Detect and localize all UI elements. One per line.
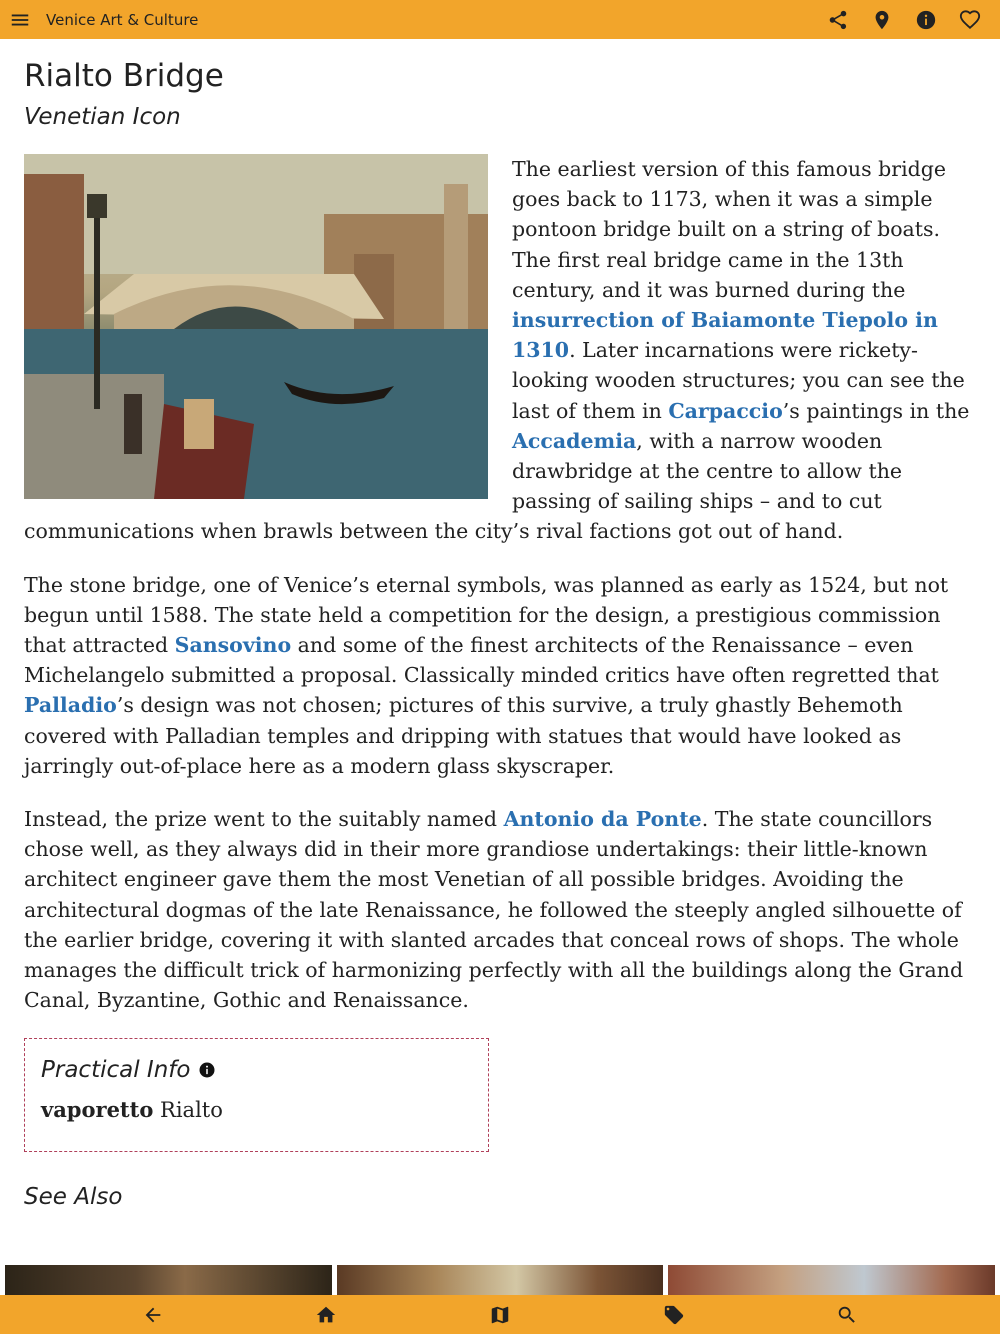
page-title: Rialto Bridge (24, 58, 224, 94)
paragraph-1-text-a: The earliest version of this famous bridge goes back to 1173, when it was a simple pontoon bridge built on a string of boats. The first real bridge came in the 13th century, and it was burned during the (512, 157, 947, 302)
see-also-thumbnail[interactable] (5, 1265, 332, 1295)
share-icon (827, 9, 849, 31)
rialto-bridge-photo[interactable] (24, 154, 488, 499)
practical-info-box (24, 1038, 489, 1152)
hamburger-menu-icon (9, 9, 31, 31)
paragraph-3 (24, 804, 976, 1015)
see-also-thumbnail[interactable] (668, 1265, 995, 1295)
practical-info-label: Practical Info (41, 1057, 191, 1084)
link-accademia[interactable]: Accademia (512, 428, 637, 453)
paragraph-1-text-c: ’s paintings in the (782, 398, 970, 423)
rialto-bridge-illustration (24, 154, 488, 499)
map-pin-icon (871, 9, 893, 31)
home-button[interactable] (306, 1295, 346, 1334)
article-content (24, 56, 976, 1210)
link-sansovino[interactable]: Sansovino (174, 633, 292, 658)
link-carpaccio[interactable]: Carpaccio (668, 398, 783, 423)
back-button[interactable] (133, 1295, 173, 1334)
practical-info-key: vaporetto (41, 1097, 154, 1123)
link-palladio[interactable]: Palladio (24, 693, 117, 718)
location-button[interactable] (870, 8, 894, 32)
article-body (24, 154, 976, 1015)
favorite-button[interactable] (958, 8, 982, 32)
paragraph-1-text-b: . Later incarnations were rickety-looking wooden structures; you can see the last of them in (512, 338, 965, 423)
link-insurrection-tiepolo[interactable]: insurrection of Baiamonte Tiepolo in 1310 (512, 308, 938, 363)
info-icon[interactable] (198, 1061, 216, 1079)
menu-button[interactable] (0, 0, 40, 39)
paragraph-3-text-b: . The state councillors chose well, as they always did in their more grandiose undertakings: their little-known architect engineer gave them the most Venetian of all possible bridges. Avoiding the architectural dogmas of the late Renaissance, he followed the steeply angled silhouette of the earlier bridge, covering it with slanted arcades that conceal rows of shops. The whole manages the difficult trick of harmonizing perfectly with all the buildings along the Grand Canal, Byzantine, Gothic and Renaissance. (24, 807, 964, 1013)
paragraph-2 (24, 570, 976, 781)
paragraph-1-text-d: , with a narrow wooden drawbridge at the centre to allow the passing of sailing ships – and to cut communications when brawls between the city’s rival factions got out of hand. (24, 428, 903, 544)
map-button[interactable] (480, 1295, 520, 1334)
heart-icon (959, 9, 981, 31)
share-button[interactable] (826, 8, 850, 32)
see-also-carousel (5, 1265, 995, 1295)
practical-info-value: Rialto (153, 1098, 223, 1123)
top-app-bar (0, 0, 1000, 39)
see-also-thumbnail[interactable] (337, 1265, 664, 1295)
paragraph-2-text-a: The stone bridge, one of Venice’s eternal symbols, was planned as early as 1524, but not begun until 1588. The state held a competition for the design, a prestigious commission that attracted (24, 572, 949, 658)
practical-info-vaporetto (41, 1097, 472, 1122)
top-actions (826, 0, 982, 39)
link-antonio-da-ponte[interactable]: Antonio da Ponte (503, 807, 702, 832)
search-icon (836, 1304, 858, 1326)
bottom-nav-bar (0, 1295, 1000, 1334)
page-subtitle: Venetian Icon (24, 104, 181, 130)
see-also-heading: See Also (24, 1184, 123, 1211)
info-icon (915, 9, 937, 31)
practical-info-title (41, 1057, 472, 1083)
paragraph-2-text-b: and some of the finest architects of the Renaissance – even Michelangelo submitted a proposal. Classically minded critics have often regretted that (24, 633, 939, 688)
home-icon (315, 1304, 337, 1326)
arrow-left-icon (142, 1304, 164, 1326)
search-button[interactable] (827, 1295, 867, 1334)
map-icon (489, 1304, 511, 1326)
paragraph-2-text-c: ’s design was not chosen; pictures of this survive, a truly ghastly Behemoth covered with Palladian temples and dripping with statues that would have looked as jarringly out-of-place here as a modern glass skyscraper. (24, 693, 903, 778)
app-title: Venice Art & Culture (46, 10, 199, 29)
tag-icon (663, 1304, 685, 1326)
tags-button[interactable] (654, 1295, 694, 1334)
paragraph-3-text-a: Instead, the prize went to the suitably named (24, 807, 504, 832)
info-button[interactable] (914, 8, 938, 32)
